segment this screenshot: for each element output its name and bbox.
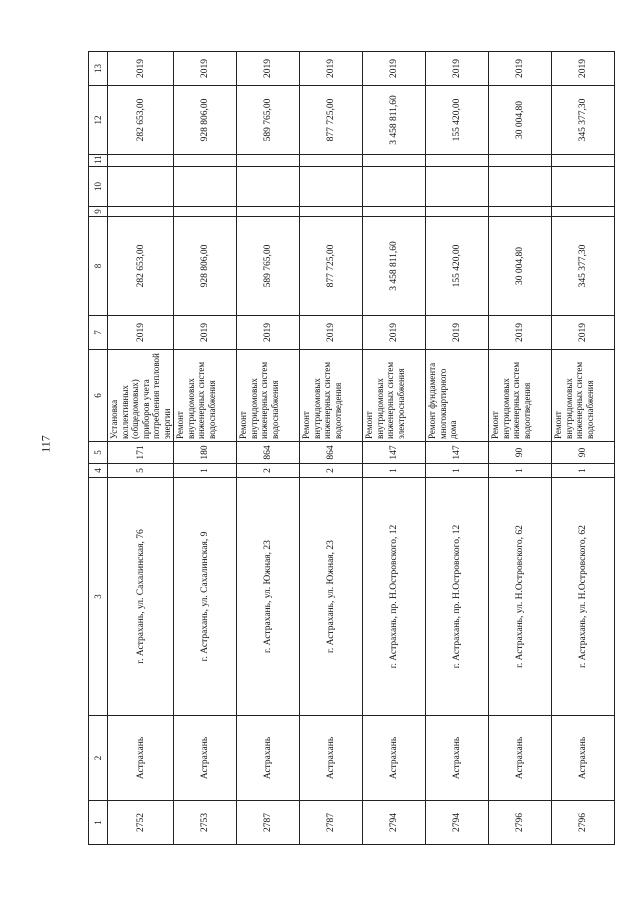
cell-c5: 147 xyxy=(363,442,426,464)
column-number: 7 xyxy=(89,316,108,350)
cost: 282 653,00 xyxy=(108,217,174,316)
cell-c4: 1 xyxy=(363,464,426,478)
cell-c10 xyxy=(300,167,363,207)
municipality: Астрахань xyxy=(363,716,426,801)
year: 2019 xyxy=(426,316,489,350)
table-row xyxy=(174,52,237,845)
cell-c11 xyxy=(300,155,363,167)
cost: 345 377,30 xyxy=(552,217,615,316)
cell-c4: 5 xyxy=(108,464,174,478)
year: 2019 xyxy=(174,316,237,350)
completion-year: 2019 xyxy=(108,52,174,86)
cost-total: 345 377,30 xyxy=(552,86,615,155)
cost: 877 725,00 xyxy=(300,217,363,316)
work-type: Ремонт внутридомовых инженерных систем водоотведения xyxy=(300,350,363,442)
work-type: Ремонт внутридомовых инженерных систем водоснабжения xyxy=(237,350,300,442)
cost: 589 765,00 xyxy=(237,217,300,316)
cell-c11 xyxy=(237,155,300,167)
cell-c9 xyxy=(552,207,615,217)
column-number: 11 xyxy=(89,155,108,167)
cell-c11 xyxy=(108,155,174,167)
cell-c5: 180 xyxy=(174,442,237,464)
table-row xyxy=(489,52,552,845)
record-id: 2794 xyxy=(426,801,489,845)
cell-c9 xyxy=(108,207,174,217)
completion-year: 2019 xyxy=(363,52,426,86)
year: 2019 xyxy=(552,316,615,350)
column-number: 3 xyxy=(89,478,108,716)
year: 2019 xyxy=(237,316,300,350)
cell-c4: 1 xyxy=(489,464,552,478)
record-id: 2796 xyxy=(552,801,615,845)
cell-c4: 1 xyxy=(426,464,489,478)
municipality: Астрахань xyxy=(300,716,363,801)
municipality: Астрахань xyxy=(489,716,552,801)
cell-c11 xyxy=(363,155,426,167)
cost-total: 928 806,00 xyxy=(174,86,237,155)
municipality: Астрахань xyxy=(237,716,300,801)
municipality: Астрахань xyxy=(108,716,174,801)
record-id: 2794 xyxy=(363,801,426,845)
cell-c10 xyxy=(108,167,174,207)
column-number: 1 xyxy=(89,801,108,845)
cost: 30 004,80 xyxy=(489,217,552,316)
municipality: Астрахань xyxy=(552,716,615,801)
column-number: 6 xyxy=(89,350,108,442)
record-id: 2753 xyxy=(174,801,237,845)
record-id: 2796 xyxy=(489,801,552,845)
completion-year: 2019 xyxy=(489,52,552,86)
cost-total: 877 725,00 xyxy=(300,86,363,155)
column-number: 8 xyxy=(89,217,108,316)
cell-c9 xyxy=(426,207,489,217)
completion-year: 2019 xyxy=(174,52,237,86)
completion-year: 2019 xyxy=(426,52,489,86)
address: г. Астрахань, пр. Н.Островского, 12 xyxy=(426,478,489,716)
address: г. Астрахань, пр. Н.Островского, 12 xyxy=(363,478,426,716)
cell-c4: 2 xyxy=(300,464,363,478)
work-type: Ремонт внутридомовых инженерных систем водоснабжения xyxy=(174,350,237,442)
cell-c9 xyxy=(174,207,237,217)
cell-c4: 1 xyxy=(174,464,237,478)
table-row xyxy=(237,52,300,845)
cost: 3 458 811,60 xyxy=(363,217,426,316)
cell-c10 xyxy=(426,167,489,207)
column-number: 9 xyxy=(89,207,108,217)
municipality: Астрахань xyxy=(426,716,489,801)
table-row xyxy=(300,52,363,845)
cell-c9 xyxy=(300,207,363,217)
cost-total: 30 004,80 xyxy=(489,86,552,155)
year: 2019 xyxy=(489,316,552,350)
cell-c11 xyxy=(552,155,615,167)
year: 2019 xyxy=(300,316,363,350)
cell-c11 xyxy=(174,155,237,167)
completion-year: 2019 xyxy=(237,52,300,86)
record-id: 2787 xyxy=(300,801,363,845)
table-row xyxy=(426,52,489,845)
cell-c4: 2 xyxy=(237,464,300,478)
year: 2019 xyxy=(363,316,426,350)
cell-c10 xyxy=(489,167,552,207)
column-number-row xyxy=(89,52,108,845)
work-type: Ремонт внутридомовых инженерных систем электроснабжения xyxy=(363,350,426,442)
cost-total: 282 653,00 xyxy=(108,86,174,155)
cell-c5: 171 xyxy=(108,442,174,464)
cost: 155 420,00 xyxy=(426,217,489,316)
column-number: 5 xyxy=(89,442,108,464)
cell-c9 xyxy=(237,207,300,217)
column-number: 4 xyxy=(89,464,108,478)
completion-year: 2019 xyxy=(300,52,363,86)
column-number: 2 xyxy=(89,716,108,801)
column-number: 10 xyxy=(89,167,108,207)
completion-year: 2019 xyxy=(552,52,615,86)
column-number: 13 xyxy=(89,52,108,86)
repair-program-table xyxy=(88,51,615,845)
cost: 928 806,00 xyxy=(174,217,237,316)
address: г. Астрахань, ул. Южная, 23 xyxy=(300,478,363,716)
table-row xyxy=(108,52,174,845)
cell-c9 xyxy=(489,207,552,217)
cell-c4: 1 xyxy=(552,464,615,478)
work-type: Ремонт внутридомовых инженерных систем водоотведения xyxy=(489,350,552,442)
address: г. Астрахань, ул. Сахалинская, 9 xyxy=(174,478,237,716)
year: 2019 xyxy=(108,316,174,350)
cell-c5: 864 xyxy=(237,442,300,464)
table-row xyxy=(552,52,615,845)
column-number: 12 xyxy=(89,86,108,155)
cell-c5: 147 xyxy=(426,442,489,464)
record-id: 2752 xyxy=(108,801,174,845)
address: г. Астрахань, ул. Н.Островского, 62 xyxy=(489,478,552,716)
page-number: 117 xyxy=(38,435,53,453)
cost-total: 589 765,00 xyxy=(237,86,300,155)
rotated-table-container xyxy=(88,52,608,845)
cell-c10 xyxy=(363,167,426,207)
work-type: Установка коллективных (общедомовых) приборов учета потребления тепловой энергии xyxy=(108,350,174,442)
cell-c5: 90 xyxy=(489,442,552,464)
cell-c11 xyxy=(489,155,552,167)
cell-c5: 90 xyxy=(552,442,615,464)
table-row xyxy=(363,52,426,845)
cell-c10 xyxy=(552,167,615,207)
address: г. Астрахань, ул. Сахалинская, 76 xyxy=(108,478,174,716)
municipality: Астрахань xyxy=(174,716,237,801)
cell-c10 xyxy=(174,167,237,207)
cell-c5: 864 xyxy=(300,442,363,464)
work-type: Ремонт внутридомовых инженерных систем водоснабжения xyxy=(552,350,615,442)
work-type: Ремонт фундамента многоквартирного дома xyxy=(426,350,489,442)
cell-c9 xyxy=(363,207,426,217)
address: г. Астрахань, ул. Южная, 23 xyxy=(237,478,300,716)
address: г. Астрахань, ул. Н.Островского, 62 xyxy=(552,478,615,716)
record-id: 2787 xyxy=(237,801,300,845)
cell-c10 xyxy=(237,167,300,207)
cell-c11 xyxy=(426,155,489,167)
cost-total: 155 420,00 xyxy=(426,86,489,155)
cost-total: 3 458 811,60 xyxy=(363,86,426,155)
